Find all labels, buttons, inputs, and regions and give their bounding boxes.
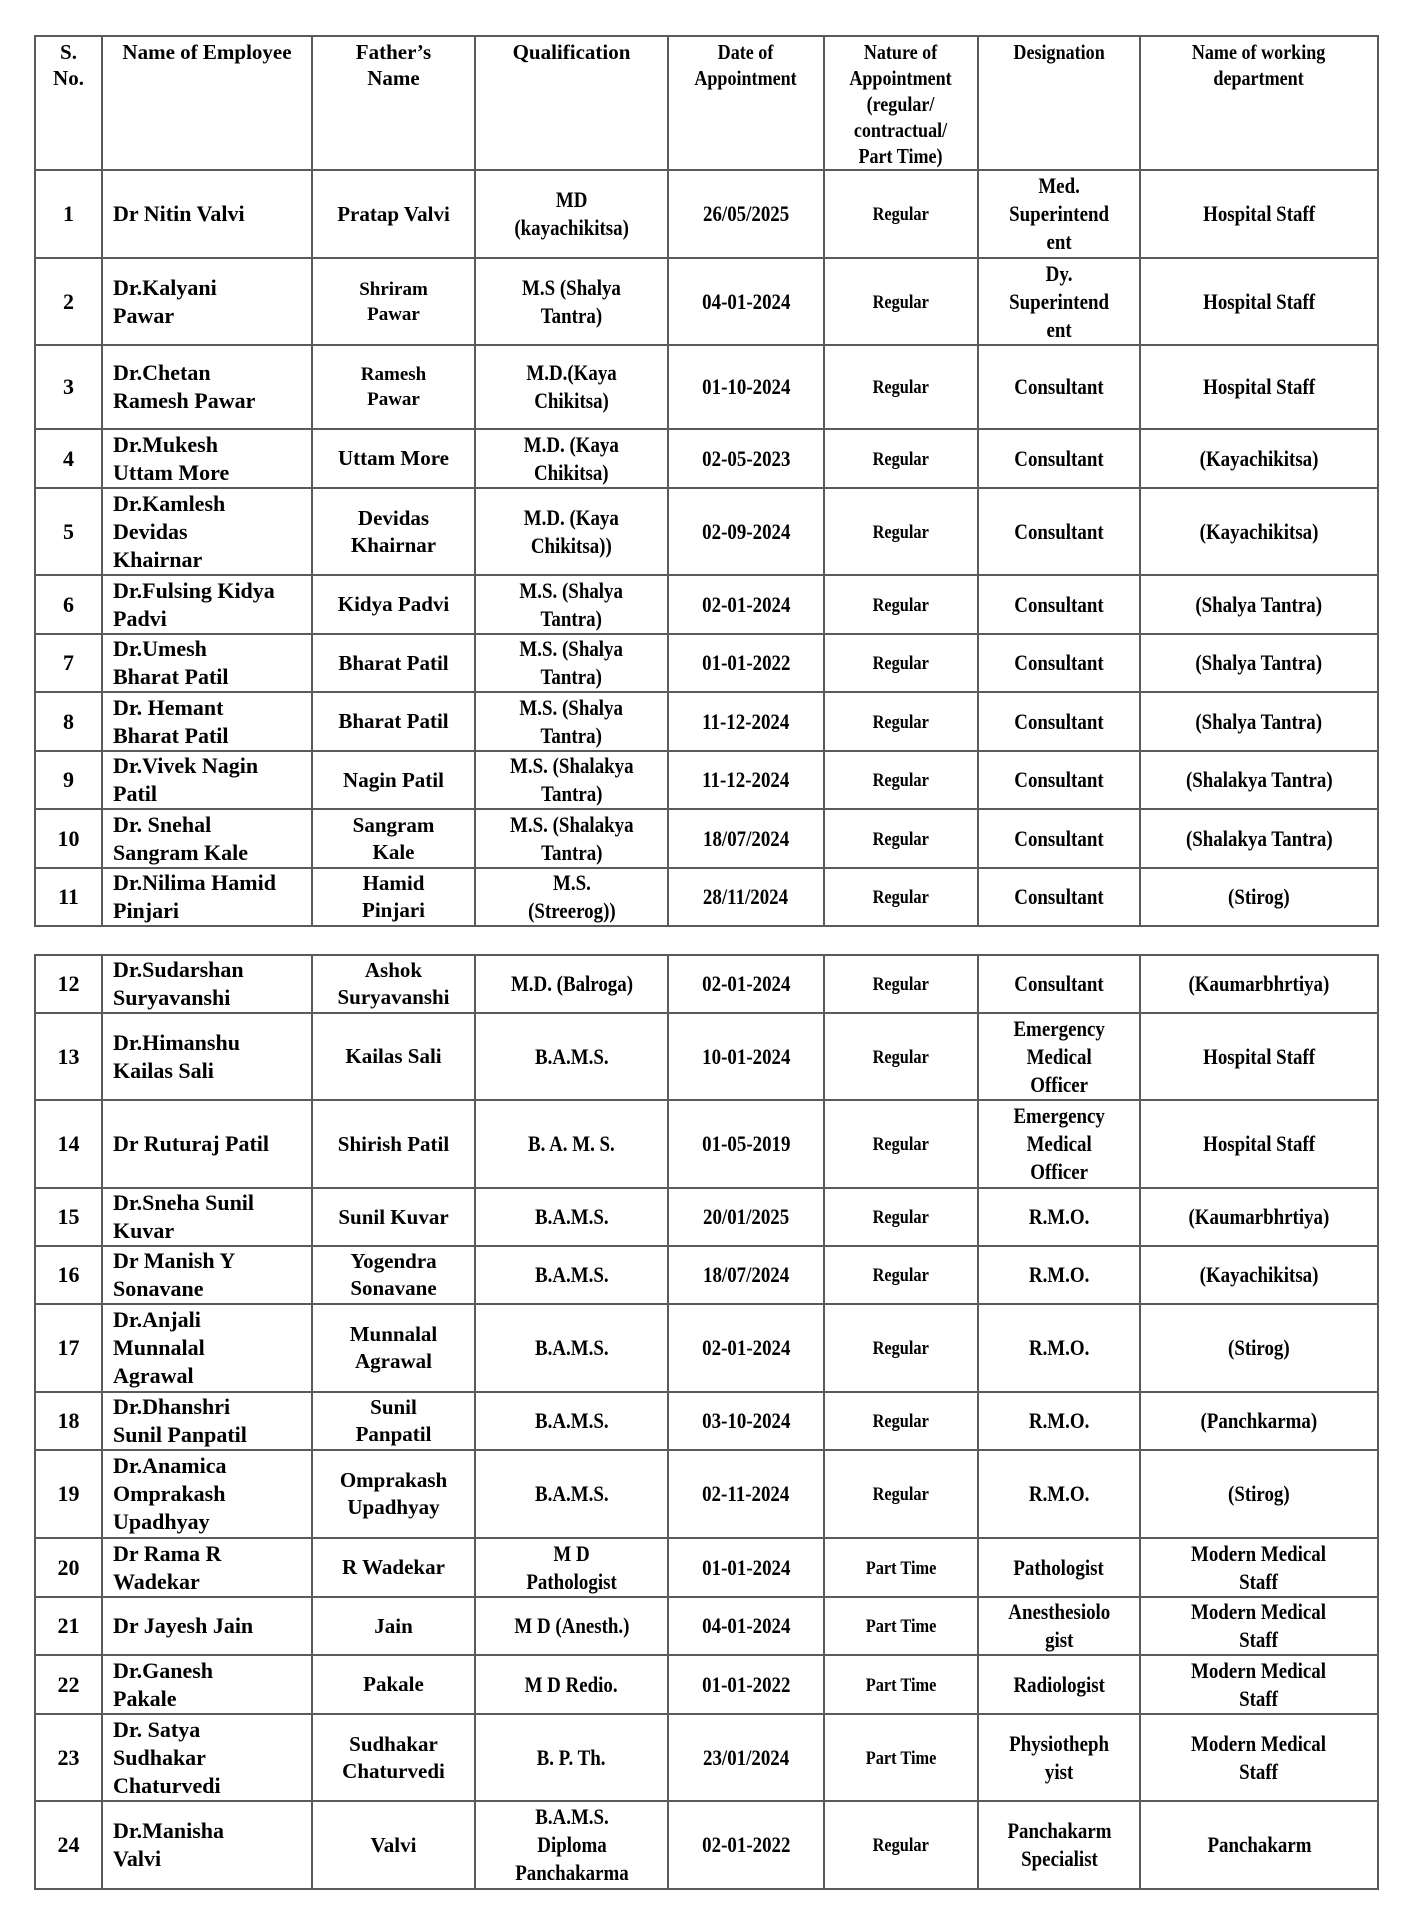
table-row — [35, 575, 1378, 634]
cell-father-name: Devidas Khairnar — [312, 488, 475, 575]
cell-sno: 2 — [35, 258, 102, 345]
cell-employee-name: Dr. Satya Sudhakar Chaturvedi — [102, 1714, 312, 1801]
table-row — [35, 1801, 1378, 1889]
cell-department: Hospital Staff — [1140, 1100, 1378, 1188]
cell-sno: 11 — [35, 868, 102, 926]
cell-father-name: Shirish Patil — [312, 1100, 475, 1188]
cell-designation: Consultant — [978, 345, 1140, 429]
cell-designation: Panchakarm Specialist — [978, 1801, 1140, 1889]
cell-sno: 14 — [35, 1100, 102, 1188]
cell-date-of-appointment: 02-01-2024 — [668, 955, 824, 1013]
cell-sno: 12 — [35, 955, 102, 1013]
cell-date-of-appointment: 02-11-2024 — [668, 1450, 824, 1538]
cell-sno: 23 — [35, 1714, 102, 1801]
table-row — [35, 429, 1378, 488]
cell-qualification: B.A.M.S. — [475, 1392, 668, 1450]
cell-date-of-appointment: 02-01-2022 — [668, 1801, 824, 1889]
cell-department: Hospital Staff — [1140, 345, 1378, 429]
table-row — [35, 1538, 1378, 1597]
cell-nature-of-appointment: Regular — [824, 429, 978, 488]
table-row — [35, 692, 1378, 751]
cell-qualification: M.D. (Balroga) — [475, 955, 668, 1013]
cell-sno: 17 — [35, 1304, 102, 1392]
cell-sno: 19 — [35, 1450, 102, 1538]
cell-department: Hospital Staff — [1140, 170, 1378, 258]
cell-designation: R.M.O. — [978, 1450, 1140, 1538]
cell-employee-name: Dr.Fulsing Kidya Padvi — [102, 575, 312, 634]
cell-qualification: M.D. (Kaya Chikitsa)) — [475, 488, 668, 575]
table-row — [35, 1392, 1378, 1450]
table-row — [35, 170, 1378, 258]
cell-date-of-appointment: 04-01-2024 — [668, 1597, 824, 1655]
table-body-2 — [35, 955, 1378, 1889]
header-name: Name of Employee — [102, 36, 312, 170]
table-row — [35, 1655, 1378, 1714]
table-body-1 — [35, 170, 1378, 926]
cell-father-name: Ramesh Pawar — [312, 345, 475, 429]
cell-father-name: Yogendra Sonavane — [312, 1246, 475, 1304]
header-date: Date of Appointment — [668, 36, 824, 170]
cell-nature-of-appointment: Regular — [824, 1304, 978, 1392]
cell-sno: 22 — [35, 1655, 102, 1714]
cell-qualification: M D Pathologist — [475, 1538, 668, 1597]
cell-designation: Consultant — [978, 634, 1140, 692]
cell-date-of-appointment: 26/05/2025 — [668, 170, 824, 258]
cell-department: (Kayachikitsa) — [1140, 488, 1378, 575]
cell-employee-name: Dr Jayesh Jain — [102, 1597, 312, 1655]
table-row — [35, 1450, 1378, 1538]
cell-date-of-appointment: 01-01-2024 — [668, 1538, 824, 1597]
cell-father-name: Ashok Suryavanshi — [312, 955, 475, 1013]
cell-sno: 8 — [35, 692, 102, 751]
cell-father-name: Valvi — [312, 1801, 475, 1889]
cell-designation: Consultant — [978, 868, 1140, 926]
cell-nature-of-appointment: Regular — [824, 1013, 978, 1100]
cell-nature-of-appointment: Part Time — [824, 1714, 978, 1801]
cell-father-name: Sunil Kuvar — [312, 1188, 475, 1246]
cell-qualification: M.D. (Kaya Chikitsa) — [475, 429, 668, 488]
cell-qualification: B.A.M.S. — [475, 1450, 668, 1538]
cell-nature-of-appointment: Regular — [824, 488, 978, 575]
cell-department: (Stirog) — [1140, 1304, 1378, 1392]
cell-designation: R.M.O. — [978, 1246, 1140, 1304]
cell-date-of-appointment: 11-12-2024 — [668, 751, 824, 809]
cell-date-of-appointment: 01-01-2022 — [668, 1655, 824, 1714]
table-row — [35, 1188, 1378, 1246]
cell-qualification: MD (kayachikitsa) — [475, 170, 668, 258]
table-row — [35, 258, 1378, 345]
cell-qualification: M D (Anesth.) — [475, 1597, 668, 1655]
cell-employee-name: Dr.Sudarshan Suryavanshi — [102, 955, 312, 1013]
cell-qualification: B. A. M. S. — [475, 1100, 668, 1188]
header-designation: Designation — [978, 36, 1140, 170]
cell-department: Modern Medical Staff — [1140, 1538, 1378, 1597]
cell-sno: 15 — [35, 1188, 102, 1246]
cell-sno: 7 — [35, 634, 102, 692]
cell-qualification: M.S. (Shalya Tantra) — [475, 634, 668, 692]
cell-designation: R.M.O. — [978, 1392, 1140, 1450]
cell-date-of-appointment: 02-01-2024 — [668, 575, 824, 634]
cell-qualification: B.A.M.S. — [475, 1188, 668, 1246]
cell-designation: Dy. Superintend ent — [978, 258, 1140, 345]
cell-qualification: B.A.M.S. — [475, 1304, 668, 1392]
cell-employee-name: Dr.Dhanshri Sunil Panpatil — [102, 1392, 312, 1450]
cell-date-of-appointment: 11-12-2024 — [668, 692, 824, 751]
employee-table-part-2 — [34, 954, 1379, 1890]
cell-nature-of-appointment: Regular — [824, 1801, 978, 1889]
cell-date-of-appointment: 02-01-2024 — [668, 1304, 824, 1392]
cell-nature-of-appointment: Regular — [824, 345, 978, 429]
table-row — [35, 634, 1378, 692]
cell-designation: Consultant — [978, 955, 1140, 1013]
cell-date-of-appointment: 03-10-2024 — [668, 1392, 824, 1450]
cell-date-of-appointment: 28/11/2024 — [668, 868, 824, 926]
cell-sno: 10 — [35, 809, 102, 868]
cell-qualification: B. P. Th. — [475, 1714, 668, 1801]
cell-nature-of-appointment: Regular — [824, 258, 978, 345]
cell-qualification: M.D.(Kaya Chikitsa) — [475, 345, 668, 429]
cell-department: (Shalakya Tantra) — [1140, 751, 1378, 809]
table-row — [35, 809, 1378, 868]
cell-employee-name: Dr Nitin Valvi — [102, 170, 312, 258]
cell-qualification: M.S. (Shalya Tantra) — [475, 692, 668, 751]
cell-father-name: Pratap Valvi — [312, 170, 475, 258]
table-header-row — [35, 36, 1378, 170]
cell-designation: Emergency Medical Officer — [978, 1100, 1140, 1188]
cell-date-of-appointment: 01-10-2024 — [668, 345, 824, 429]
cell-department: (Kayachikitsa) — [1140, 1246, 1378, 1304]
cell-designation: Radiologist — [978, 1655, 1140, 1714]
cell-department: (Shalya Tantra) — [1140, 634, 1378, 692]
cell-nature-of-appointment: Regular — [824, 868, 978, 926]
cell-designation: Consultant — [978, 692, 1140, 751]
cell-designation: Consultant — [978, 488, 1140, 575]
cell-qualification: M.S. (Shalakya Tantra) — [475, 809, 668, 868]
cell-department: (Panchkarma) — [1140, 1392, 1378, 1450]
cell-nature-of-appointment: Regular — [824, 575, 978, 634]
cell-sno: 3 — [35, 345, 102, 429]
cell-sno: 1 — [35, 170, 102, 258]
cell-nature-of-appointment: Regular — [824, 1450, 978, 1538]
cell-nature-of-appointment: Regular — [824, 692, 978, 751]
cell-designation: Consultant — [978, 575, 1140, 634]
cell-department: Panchakarm — [1140, 1801, 1378, 1889]
cell-employee-name: Dr Ruturaj Patil — [102, 1100, 312, 1188]
cell-father-name: Sudhakar Chaturvedi — [312, 1714, 475, 1801]
cell-date-of-appointment: 10-01-2024 — [668, 1013, 824, 1100]
cell-department: (Shalya Tantra) — [1140, 692, 1378, 751]
cell-employee-name: Dr.Anamica Omprakash Upadhyay — [102, 1450, 312, 1538]
cell-father-name: Omprakash Upadhyay — [312, 1450, 475, 1538]
cell-father-name: Hamid Pinjari — [312, 868, 475, 926]
cell-father-name: Shriram Pawar — [312, 258, 475, 345]
cell-date-of-appointment: 01-01-2022 — [668, 634, 824, 692]
cell-employee-name: Dr.Nilima Hamid Pinjari — [102, 868, 312, 926]
cell-father-name: Uttam More — [312, 429, 475, 488]
cell-department: (Kaumarbhrtiya) — [1140, 1188, 1378, 1246]
cell-date-of-appointment: 20/01/2025 — [668, 1188, 824, 1246]
cell-employee-name: Dr.Chetan Ramesh Pawar — [102, 345, 312, 429]
table-row — [35, 1246, 1378, 1304]
cell-qualification: B.A.M.S. — [475, 1246, 668, 1304]
cell-department: Modern Medical Staff — [1140, 1597, 1378, 1655]
cell-father-name: Munnalal Agrawal — [312, 1304, 475, 1392]
cell-nature-of-appointment: Part Time — [824, 1597, 978, 1655]
cell-employee-name: Dr.Kalyani Pawar — [102, 258, 312, 345]
cell-sno: 16 — [35, 1246, 102, 1304]
cell-nature-of-appointment: Part Time — [824, 1655, 978, 1714]
cell-sno: 5 — [35, 488, 102, 575]
cell-designation: Consultant — [978, 809, 1140, 868]
header-qualification: Qualification — [475, 36, 668, 170]
cell-father-name: Kidya Padvi — [312, 575, 475, 634]
cell-sno: 13 — [35, 1013, 102, 1100]
cell-designation: Med. Superintend ent — [978, 170, 1140, 258]
table-row — [35, 1304, 1378, 1392]
cell-employee-name: Dr.Umesh Bharat Patil — [102, 634, 312, 692]
cell-employee-name: Dr.Mukesh Uttam More — [102, 429, 312, 488]
cell-employee-name: Dr.Sneha Sunil Kuvar — [102, 1188, 312, 1246]
cell-sno: 21 — [35, 1597, 102, 1655]
cell-department: (Stirog) — [1140, 868, 1378, 926]
cell-sno: 6 — [35, 575, 102, 634]
table-row — [35, 1013, 1378, 1100]
cell-father-name: R Wadekar — [312, 1538, 475, 1597]
cell-department: Hospital Staff — [1140, 258, 1378, 345]
table-row — [35, 955, 1378, 1013]
cell-nature-of-appointment: Regular — [824, 1188, 978, 1246]
cell-department: Modern Medical Staff — [1140, 1655, 1378, 1714]
cell-nature-of-appointment: Regular — [824, 1100, 978, 1188]
header-nature: Nature of Appointment (regular/ contractual/ Part Time) — [824, 36, 978, 170]
table-row — [35, 751, 1378, 809]
cell-designation: R.M.O. — [978, 1188, 1140, 1246]
cell-nature-of-appointment: Regular — [824, 1246, 978, 1304]
cell-date-of-appointment: 04-01-2024 — [668, 258, 824, 345]
table-row — [35, 345, 1378, 429]
cell-father-name: Bharat Patil — [312, 692, 475, 751]
cell-designation: R.M.O. — [978, 1304, 1140, 1392]
cell-qualification: B.A.M.S. Diploma Panchakarma — [475, 1801, 668, 1889]
cell-date-of-appointment: 02-05-2023 — [668, 429, 824, 488]
cell-sno: 20 — [35, 1538, 102, 1597]
cell-nature-of-appointment: Regular — [824, 170, 978, 258]
cell-department: (Kayachikitsa) — [1140, 429, 1378, 488]
cell-nature-of-appointment: Part Time — [824, 1538, 978, 1597]
cell-nature-of-appointment: Regular — [824, 751, 978, 809]
cell-qualification: M.S. (Shalakya Tantra) — [475, 751, 668, 809]
cell-father-name: Bharat Patil — [312, 634, 475, 692]
table-row — [35, 1714, 1378, 1801]
cell-father-name: Sangram Kale — [312, 809, 475, 868]
cell-designation: Emergency Medical Officer — [978, 1013, 1140, 1100]
cell-qualification: M.S. (Shalya Tantra) — [475, 575, 668, 634]
cell-employee-name: Dr.Vivek Nagin Patil — [102, 751, 312, 809]
cell-employee-name: Dr Rama R Wadekar — [102, 1538, 312, 1597]
cell-father-name: Pakale — [312, 1655, 475, 1714]
cell-designation: Anesthesiolo gist — [978, 1597, 1140, 1655]
cell-department: Modern Medical Staff — [1140, 1714, 1378, 1801]
header-sno: S. No. — [35, 36, 102, 170]
cell-employee-name: Dr. Hemant Bharat Patil — [102, 692, 312, 751]
cell-date-of-appointment: 01-05-2019 — [668, 1100, 824, 1188]
cell-qualification: M.S (Shalya Tantra) — [475, 258, 668, 345]
cell-father-name: Nagin Patil — [312, 751, 475, 809]
cell-employee-name: Dr. Snehal Sangram Kale — [102, 809, 312, 868]
cell-department: (Stirog) — [1140, 1450, 1378, 1538]
cell-date-of-appointment: 18/07/2024 — [668, 1246, 824, 1304]
table-row — [35, 488, 1378, 575]
cell-nature-of-appointment: Regular — [824, 955, 978, 1013]
cell-employee-name: Dr.Himanshu Kailas Sali — [102, 1013, 312, 1100]
cell-nature-of-appointment: Regular — [824, 634, 978, 692]
cell-designation: Pathologist — [978, 1538, 1140, 1597]
header-department: Name of working department — [1140, 36, 1378, 170]
cell-employee-name: Dr.Kamlesh Devidas Khairnar — [102, 488, 312, 575]
cell-nature-of-appointment: Regular — [824, 1392, 978, 1450]
table-row — [35, 868, 1378, 926]
cell-father-name: Kailas Sali — [312, 1013, 475, 1100]
cell-designation: Consultant — [978, 429, 1140, 488]
cell-employee-name: Dr.Anjali Munnalal Agrawal — [102, 1304, 312, 1392]
cell-sno: 24 — [35, 1801, 102, 1889]
table-row — [35, 1597, 1378, 1655]
table-row — [35, 1100, 1378, 1188]
cell-sno: 18 — [35, 1392, 102, 1450]
cell-department: Hospital Staff — [1140, 1013, 1378, 1100]
cell-department: (Shalakya Tantra) — [1140, 809, 1378, 868]
cell-department: (Kaumarbhrtiya) — [1140, 955, 1378, 1013]
cell-qualification: M.S. (Streerog)) — [475, 868, 668, 926]
cell-father-name: Sunil Panpatil — [312, 1392, 475, 1450]
cell-employee-name: Dr.Manisha Valvi — [102, 1801, 312, 1889]
cell-date-of-appointment: 18/07/2024 — [668, 809, 824, 868]
cell-sno: 4 — [35, 429, 102, 488]
header-father: Father’s Name — [312, 36, 475, 170]
cell-date-of-appointment: 02-09-2024 — [668, 488, 824, 575]
cell-employee-name: Dr Manish Y Sonavane — [102, 1246, 312, 1304]
cell-qualification: M D Redio. — [475, 1655, 668, 1714]
cell-date-of-appointment: 23/01/2024 — [668, 1714, 824, 1801]
cell-nature-of-appointment: Regular — [824, 809, 978, 868]
cell-qualification: B.A.M.S. — [475, 1013, 668, 1100]
cell-designation: Physiotheph yist — [978, 1714, 1140, 1801]
cell-father-name: Jain — [312, 1597, 475, 1655]
cell-department: (Shalya Tantra) — [1140, 575, 1378, 634]
employee-table-part-1 — [34, 35, 1379, 927]
cell-employee-name: Dr.Ganesh Pakale — [102, 1655, 312, 1714]
cell-designation: Consultant — [978, 751, 1140, 809]
cell-sno: 9 — [35, 751, 102, 809]
